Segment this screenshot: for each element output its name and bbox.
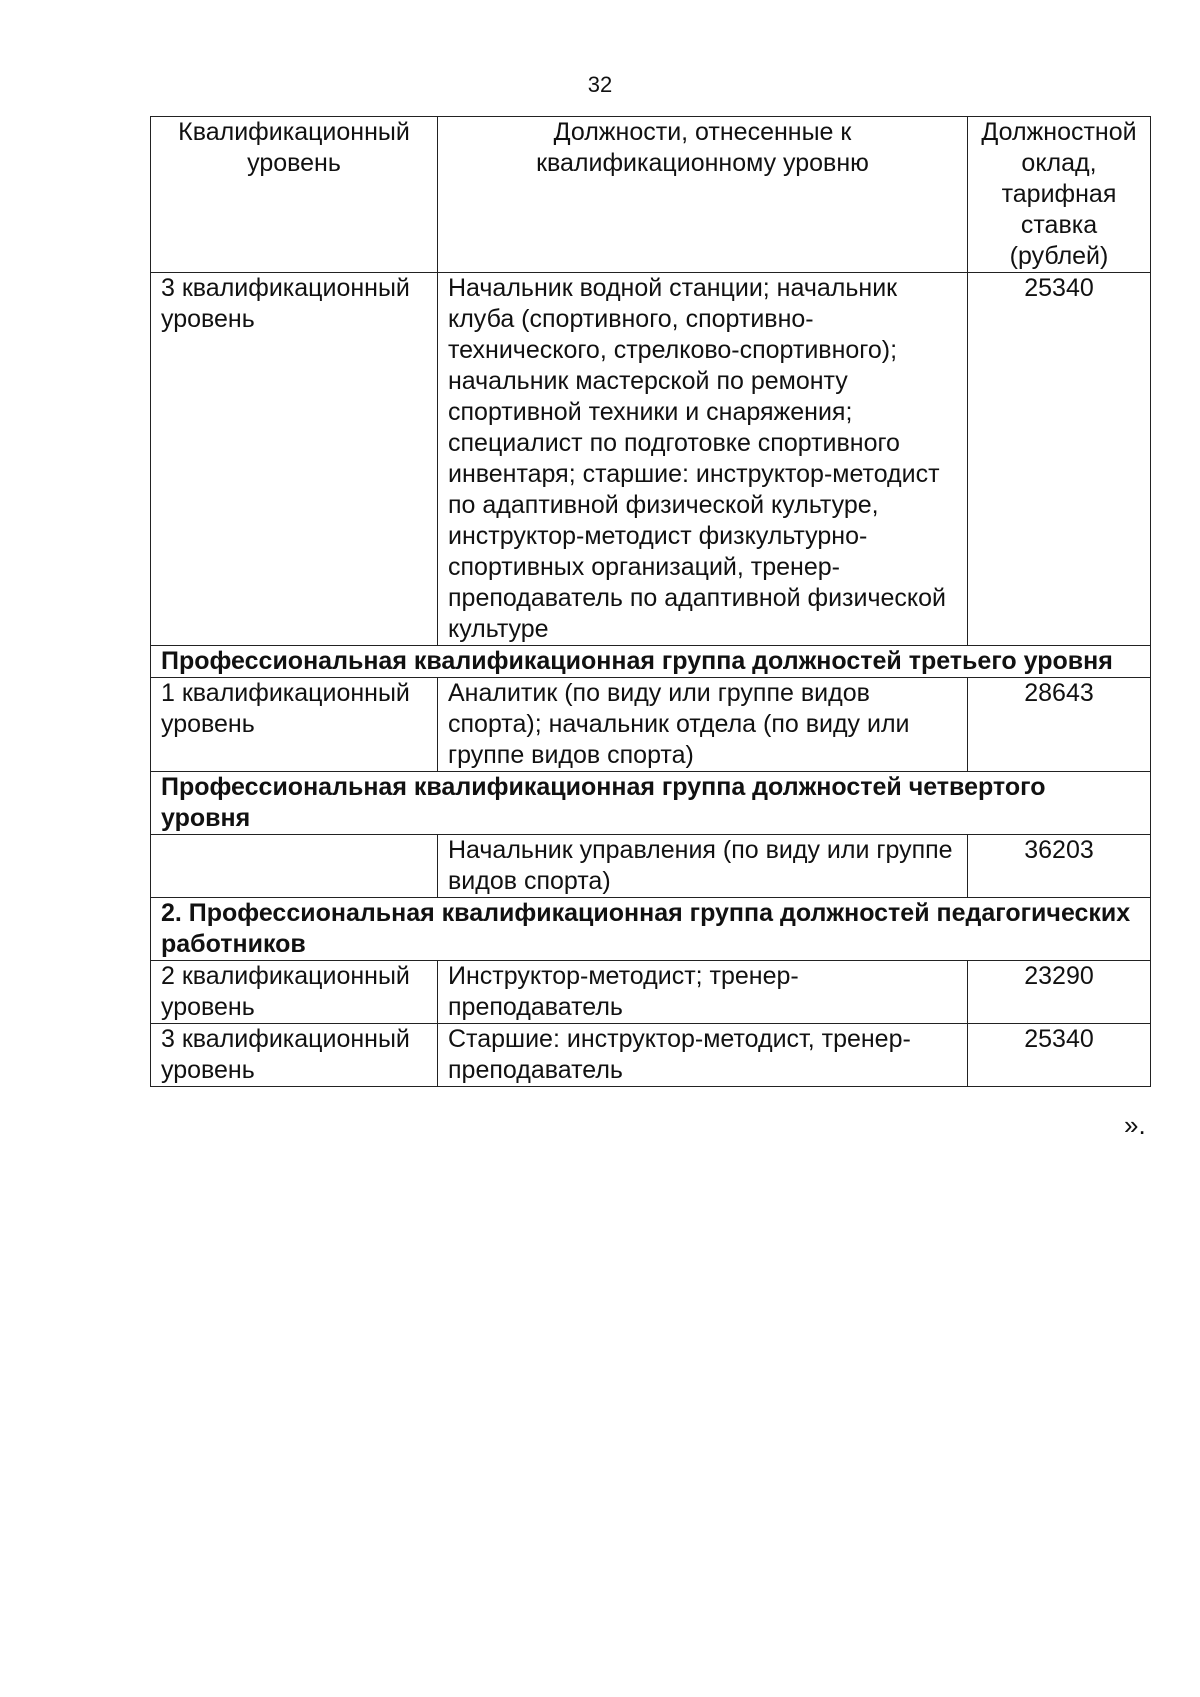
table-row — [151, 961, 1151, 1024]
table-row — [151, 678, 1151, 772]
positions-cell: Старшие: инструктор-методист, тренер-преподаватель — [438, 1024, 968, 1087]
group-heading-pedagogical: 2. Профессиональная квалификационная группа должностей педагогических работников — [151, 898, 1151, 961]
positions-cell: Начальник водной станции; начальник клуба (спортивного, спортивно-технического, стрелково-спортивного); начальник мастерской по ремонту спортивной техники и снаряжения; специалист по подготовке спортивного инвентаря; старшие: инструктор-методист по адаптивной физической культуре, инструктор-методист физкультурно-спортивных организаций, тренер-преподаватель по адаптивной физической культуре — [438, 273, 968, 646]
qualification-table — [150, 116, 1151, 1087]
table-row — [151, 1024, 1151, 1087]
salary-cell: 25340 — [968, 273, 1151, 646]
level-cell: 3 квалификационный уровень — [151, 273, 438, 646]
header-level: Квалификационный уровень — [151, 117, 438, 273]
level-cell: 3 квалификационный уровень — [151, 1024, 438, 1087]
positions-cell: Инструктор-методист; тренер-преподаватель — [438, 961, 968, 1024]
level-cell: 2 квалификационный уровень — [151, 961, 438, 1024]
header-salary: Должностной оклад, тарифная ставка (рублей) — [968, 117, 1151, 273]
positions-cell: Аналитик (по виду или группе видов спорта); начальник отдела (по виду или группе видов спорта) — [438, 678, 968, 772]
table-row — [151, 835, 1151, 898]
salary-cell: 25340 — [968, 1024, 1151, 1087]
header-positions: Должности, отнесенные к квалификационному уровню — [438, 117, 968, 273]
group-heading-third: Профессиональная квалификационная группа должностей третьего уровня — [151, 646, 1151, 678]
group-heading-fourth: Профессиональная квалификационная группа должностей четвертого уровня — [151, 772, 1151, 835]
salary-cell: 36203 — [968, 835, 1151, 898]
table-header-row — [151, 117, 1151, 273]
group-row — [151, 772, 1151, 835]
level-cell: 1 квалификационный уровень — [151, 678, 438, 772]
closing-quote: ». — [1124, 1110, 1146, 1140]
salary-cell: 23290 — [968, 961, 1151, 1024]
level-cell — [151, 835, 438, 898]
positions-cell: Начальник управления (по виду или группе видов спорта) — [438, 835, 968, 898]
group-row — [151, 898, 1151, 961]
group-row — [151, 646, 1151, 678]
page-number: 32 — [587, 72, 613, 97]
salary-cell: 28643 — [968, 678, 1151, 772]
table-row — [151, 273, 1151, 646]
